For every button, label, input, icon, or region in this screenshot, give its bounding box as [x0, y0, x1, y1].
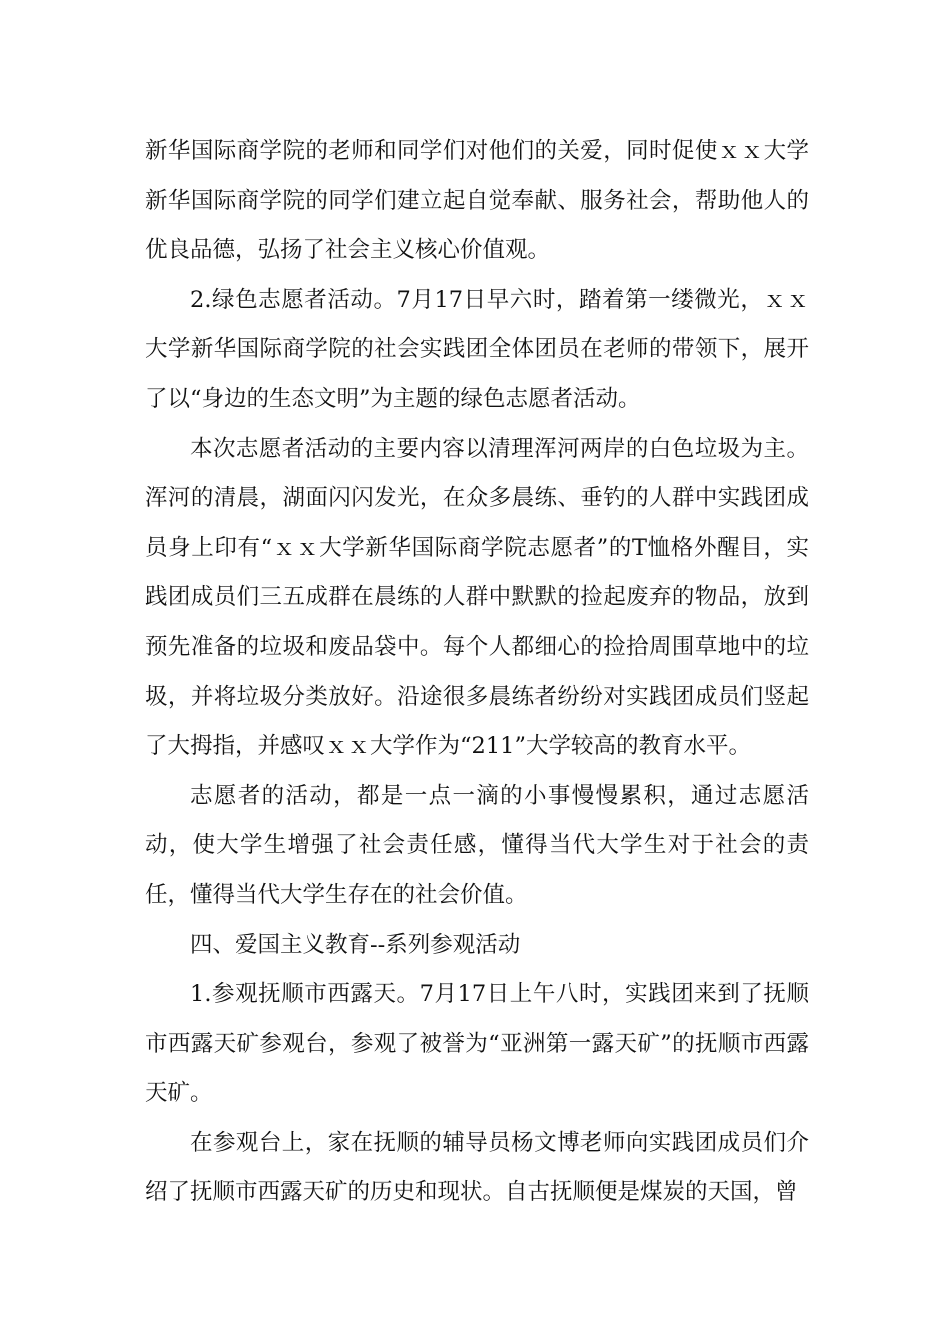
paragraph-5: 1.参观抚顺市西露天。7月17日上午八时，实践团来到了抚顺市西露天矿参观台，参观了被誉为“亚洲第一露天矿”的抚顺市西露天矿。: [145, 981, 809, 1107]
paragraph-6: 在参观台上，家在抚顺的辅导员杨文博老师向实践团成员们介绍了抚顺市西露天矿的历史和现状。自古抚顺便是煤炭的天国，曾: [145, 1129, 809, 1206]
paragraph-1: 新华国际商学院的老师和同学们对他们的关爱，同时促使ｘｘ大学新华国际商学院的同学们建立起自觉奉献、服务社会，帮助他人的优良品德，弘扬了社会主义核心价值观。: [145, 138, 809, 264]
paragraph-2: 2.绿色志愿者活动。7月17日早六时，踏着第一缕微光，ｘｘ大学新华国际商学院的社会实践团全体团员在老师的带领下，展开了以“身边的生态文明”为主题的绿色志愿者活动。: [145, 286, 809, 412]
section-heading: 四、爱国主义教育--系列参观活动: [190, 931, 521, 958]
paragraph-4: 志愿者的活动，都是一点一滴的小事慢慢累积，通过志愿活动，使大学生增强了社会责任感，懂得当代大学生对于社会的责任，懂得当代大学生存在的社会价值。: [145, 782, 809, 908]
document-body: [145, 127, 809, 1218]
paragraph-3: 本次志愿者活动的主要内容以清理浑河两岸的白色垃圾为主。浑河的清晨，湖面闪闪发光，在众多晨练、垂钓的人群中实践团成员身上印有“ｘｘ大学新华国际商学院志愿者”的T恤格外醒目，实践团成员们三五成群在晨练的人群中默默的捡起废弃的物品，放到预先准备的垃圾和废品袋中。每个人都细心的捡拾周围草地中的垃圾，并将垃圾分类放好。沿途很多晨练者纷纷对实践团成员们竖起了大拇指，并感叹ｘｘ大学作为“211”大学较高的教育水平。: [145, 435, 809, 760]
